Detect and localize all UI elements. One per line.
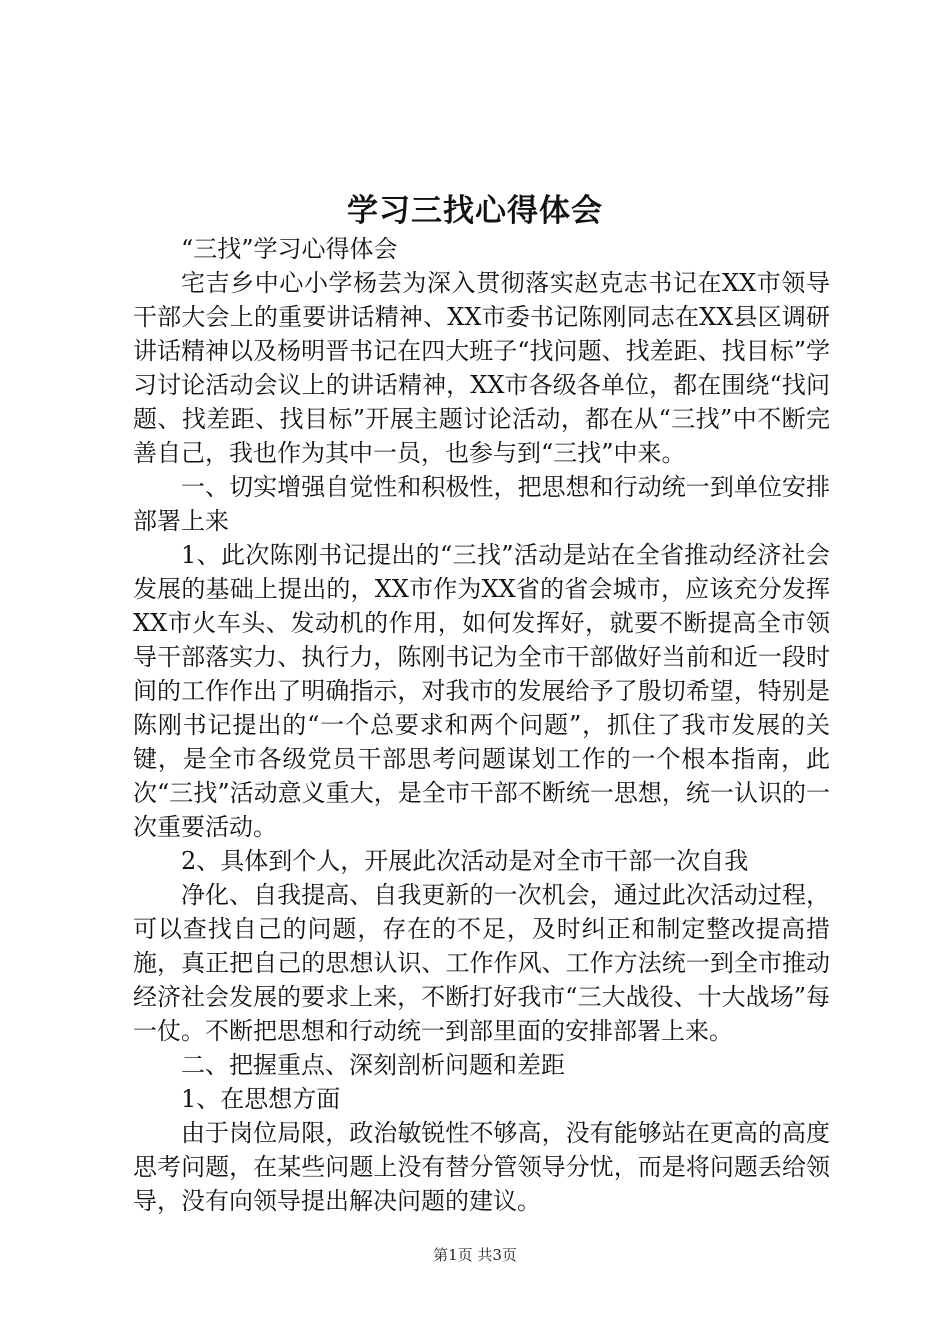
point-1-paragraph: 1、此次陈刚书记提出的“三找”活动是站在全省推动经济社会发展的基础上提出的，XX市作为XX省的省会城市，应该充分发挥XX市火车头、发动机的作用，如何发挥好，就要不断提高全市领导干部落实力、执行力，陈刚书记为全市干部做好当前和近一段时间的工作作出了明确指示，对我市的发展给予了殷切希望，特别是陈刚书记提出的“一个总要求和两个问题”，抓住了我市发展的关键，是全市各级党员干部思考问题谋划工作的一个根本指南，此次“三找”活动意义重大，是全市干部不断统一思想，统一认识的一次重要活动。 [133, 541, 830, 841]
point-2-continuation: 净化、自我提高、自我更新的一次机会，通过此次活动过程，可以查找自己的问题，存在的不足，及时纠正和制定整改提高措施，真正把自己的思想认识、工作作风、工作方法统一到全市推动经济社会发展的要求上来，不断打好我市“三大战役、十大战场”每一仗。不断把思想和行动统一到部里面的安排部署上来。 [133, 881, 830, 1045]
document-body [133, 232, 830, 1218]
thought-paragraph: 由于岗位局限，政治敏锐性不够高，没有能够站在更高的高度思考问题，在某些问题上没有替分管领导分忧，而是将问题丢给领导，没有向领导提出解决问题的建议。 [133, 1119, 830, 1215]
section-heading-2: 二、把握重点、深刻剖析问题和差距 [181, 1051, 565, 1079]
section-heading-1: 一、切实增强自觉性和积极性，把思想和行动统一到单位安排部署上来 [133, 473, 830, 535]
subtitle-paragraph: “三找”学习心得体会 [181, 235, 398, 263]
point-2-paragraph: 2、具体到个人，开展此次活动是对全市干部一次自我 [181, 847, 749, 875]
subsection-heading-thought: 1、在思想方面 [181, 1085, 341, 1113]
document-title: 学习三找心得体会 [347, 193, 603, 229]
intro-paragraph: 宅吉乡中心小学杨芸为深入贯彻落实赵克志书记在XX市领导干部大会上的重要讲话精神、XX市委书记陈刚同志在XX县区调研讲话精神以及杨明晋书记在四大班子“找问题、找差距、找目标”学习讨论活动会议上的讲话精神，XX市各级各单位，都在围绕“找问题、找差距、找目标”开展主题讨论活动，都在从“三找”中不断完善自己，我也作为其中一员，也参与到“三找”中来。 [133, 269, 830, 467]
page-footer: 第1页 共3页 [433, 1246, 517, 1264]
